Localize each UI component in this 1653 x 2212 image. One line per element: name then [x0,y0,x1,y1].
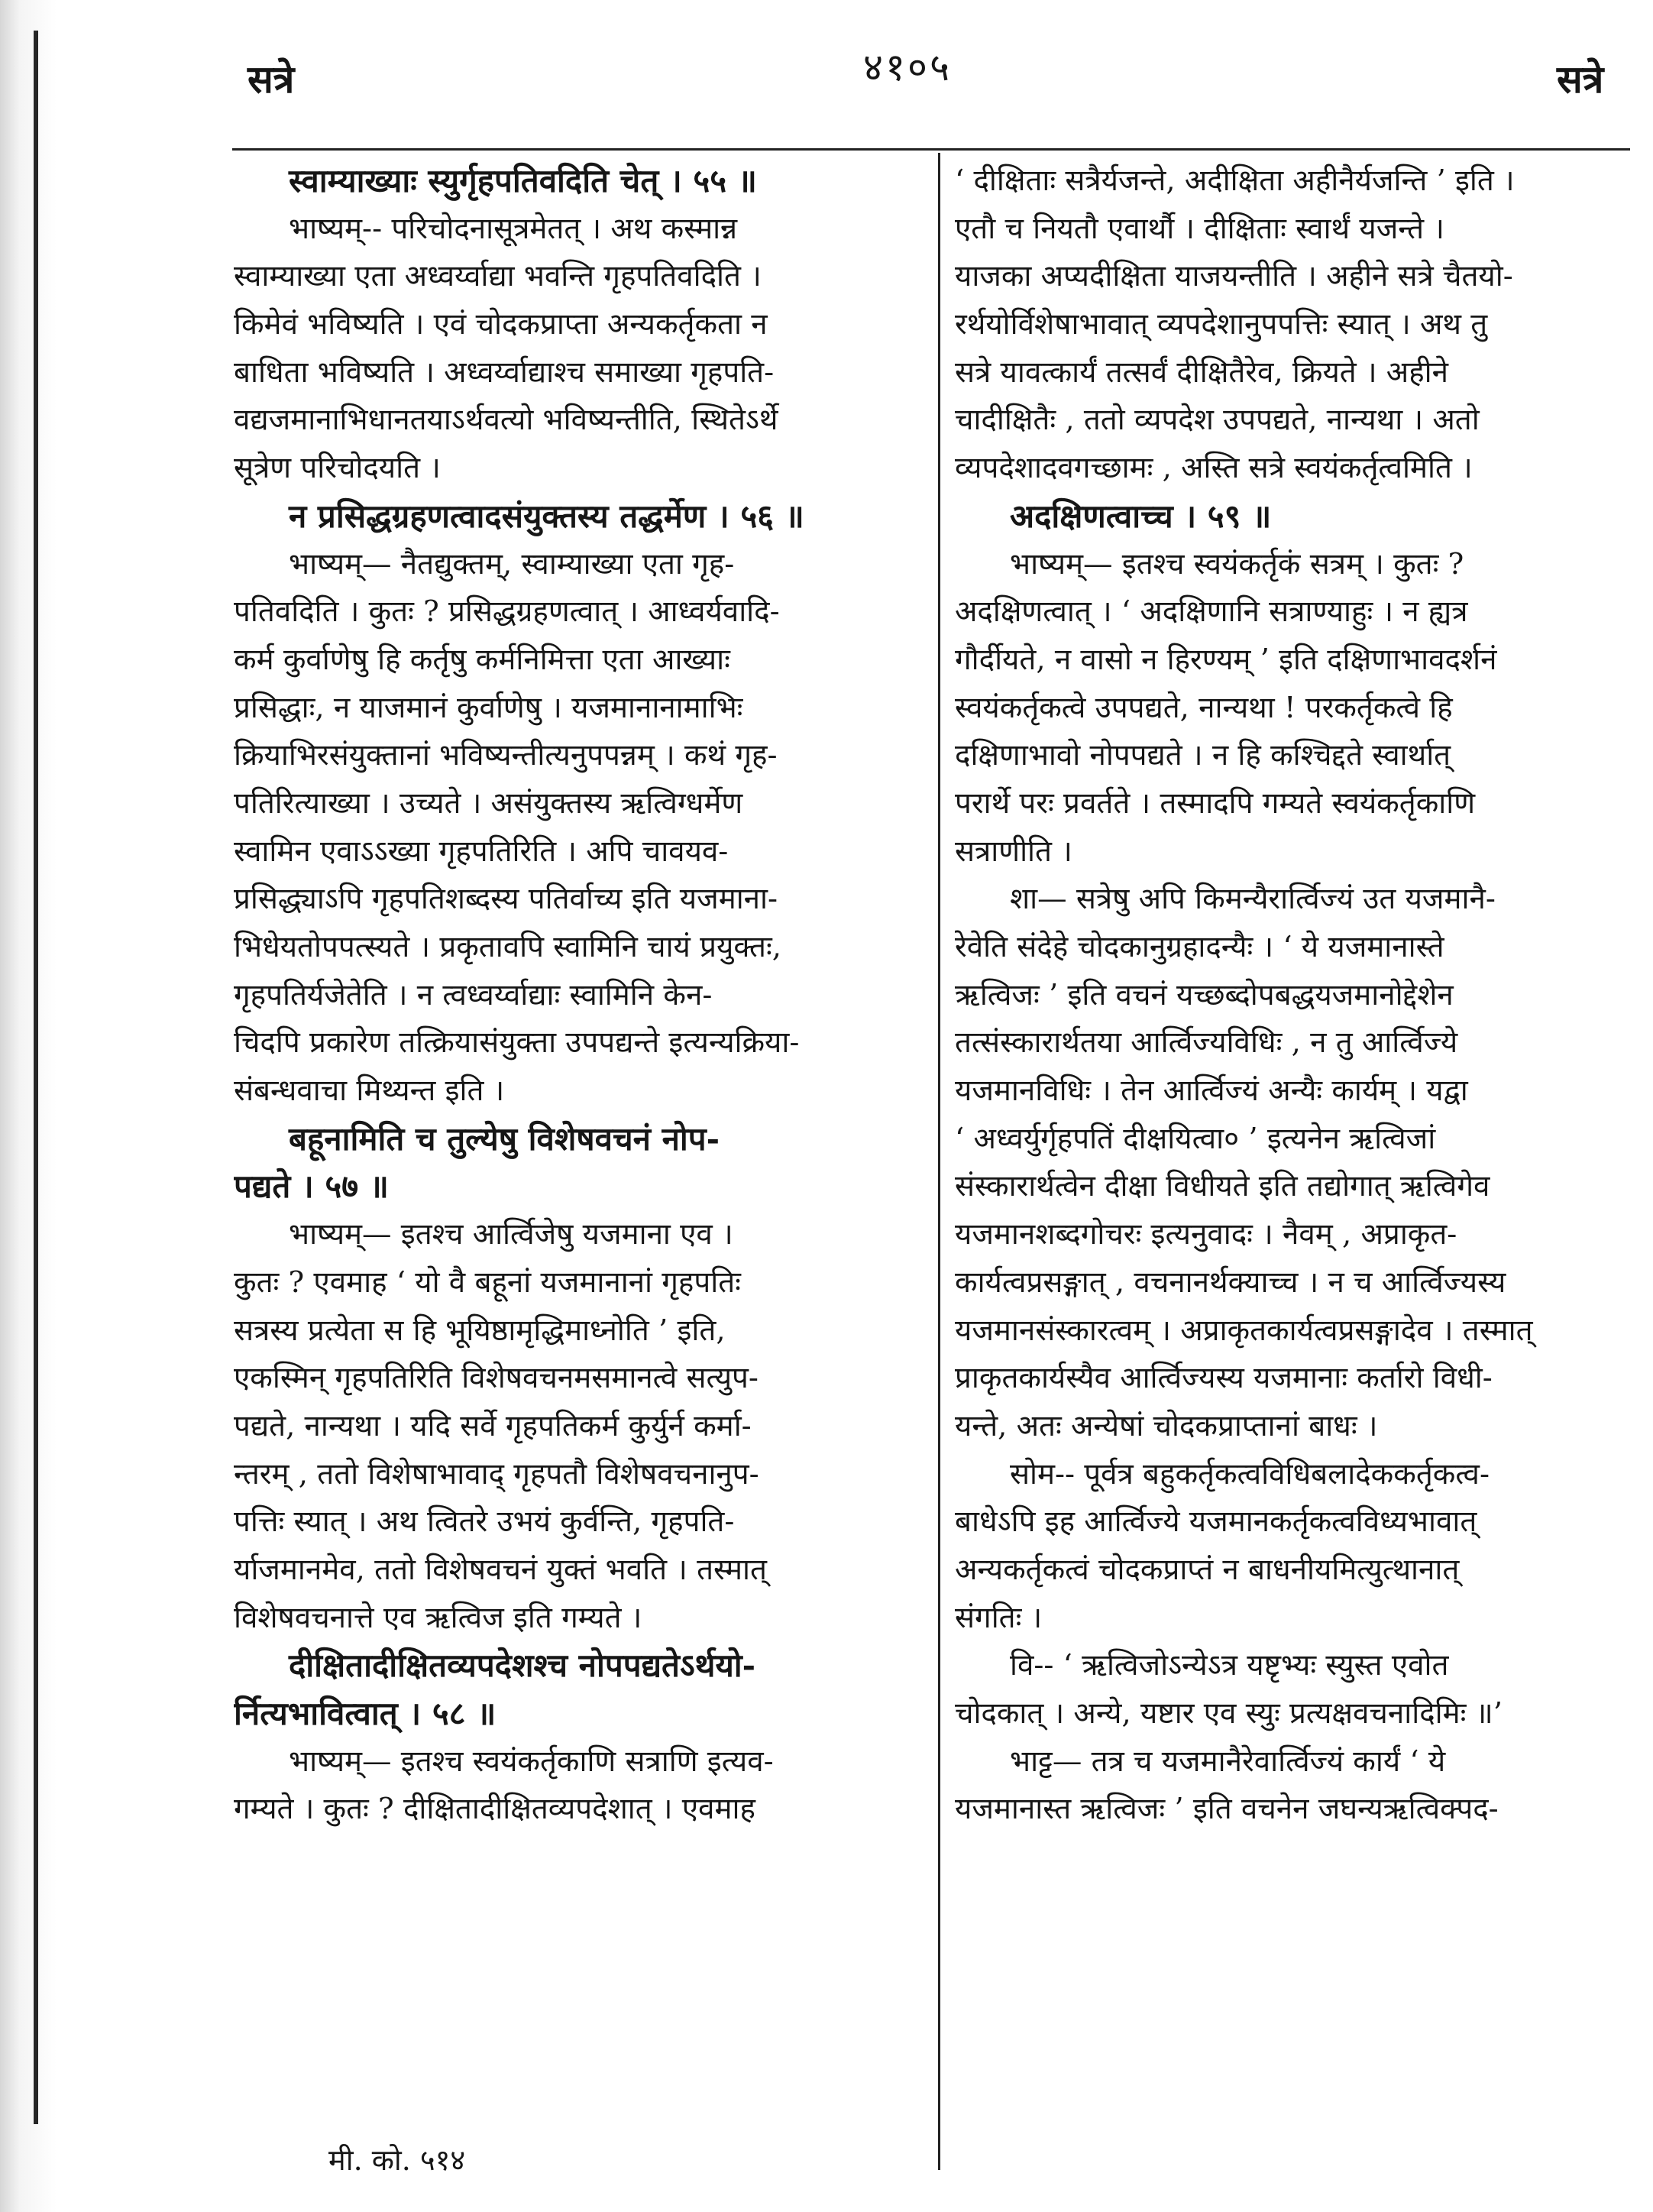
text-line: रर्थयोर्विशेषाभावात् व्यपदेशानुपपत्तिः स्यात् । अथ तु [955,307,1488,342]
left-column [234,157,920,2136]
text-line: न्तरम् , ततो विशेषाभावाद् गृहपतौ विशेषवचनानुप- [234,1456,759,1491]
text-line: वद्यजमानाभिधानतयाऽर्थवत्यो भविष्यन्तीति, स्थितेऽर्थे [234,403,778,438]
text-line: चादीक्षितैः , ततो व्यपदेश उपपद्यते, नान्यथा । अतो [955,403,1480,438]
text-line: र्याजमानमेव, ततो विशेषवचनं युक्तं भवति । तस्मात् [234,1552,767,1587]
text-line: व्यपदेशादवगच्छामः , अस्ति सत्रे स्वयंकर्तृत्वमिति । [955,451,1473,486]
text-line: परार्थे परः प्रवर्तते । तस्मादपि गम्यते स्वयंकर्तृकाणि [955,785,1476,821]
text-line: कुतः ? एवमाह ‘ यो वै बहूनां यजमानानां गृहपतिः [234,1265,741,1300]
text-line: भाष्यम्— इतश्च स्वयंकर्तृकं सत्रम् । कुतः ? [1010,546,1464,581]
right-column [955,157,1641,2136]
text-line: संस्कारार्थत्वेन दीक्षा विधीयते इति तद्योगात् ऋत्विगेव [955,1169,1490,1204]
text-line: स्वयंकर्तृकत्वे उपपद्यते, नान्यथा ! परकर्तृकत्वे हि [955,690,1453,725]
text-line: भिधेयतोपपत्स्यते । प्रकृतावपि स्वामिनि चायं प्रयुक्तः, [234,930,781,964]
text-line: पतिवदिति । कुतः ? प्रसिद्धग्रहणत्वात् । आध्वर्यवादि- [234,594,780,630]
text-line: सत्रे यावत्कार्यं तत्सर्वं दीक्षितैरेव, क्रियते । अहीने [955,355,1448,390]
text-line: यजमानविधिः । तेन आर्त्विज्यं अन्यैः कार्यम् । यद्वा [955,1074,1468,1109]
text-line: ‘ दीक्षिताः सत्रैर्यजन्ते, अदीक्षिता अहीनैर्यजन्ति ’ इति । [955,164,1515,198]
text-line: प्रसिद्ध्याऽपि गृहपतिशब्दस्य पतिर्वाच्य इति यजमाना- [234,882,778,917]
text-line: दक्षिणाभावो नोपपद्यते । न हि कश्चिद्दते स्वार्थात् [955,738,1451,773]
book-binding-edge [0,0,57,2212]
text-line: गम्यते । कुतः ? दीक्षितादीक्षितव्यपदेशात् । एवमाह [234,1792,755,1827]
sutra-line: स्वाम्याख्याः स्युर्गृहपतिवदिति चेत् । ५५ ॥ [289,162,757,199]
text-line: चिदपि प्रकारेण तत्क्रियासंयुक्ता उपपद्यन्ते इत्यन्यक्रिया- [234,1025,800,1061]
text-line: कर्म कुर्वाणेषु हि कर्तृषु कर्मनिमित्ता एता आख्याः [234,642,730,677]
text-line: प्राकृतकार्यस्यैव आर्त्विज्यस्य यजमानाः कर्तारो विधी- [955,1361,1493,1396]
text-line: गृहपतिर्यजेतेति । न त्वध्वर्य्वाद्याः स्वामिनि केन- [234,977,713,1012]
text-line: भाट्ट— तत्र च यजमानैरेवार्त्विज्यं कार्यं ‘ ये [1010,1744,1446,1779]
text-line: भाष्यम्— नैतद्युक्तम्, स्वाम्याख्या एता गृह- [289,546,735,581]
sutra-line: दीक्षितादीक्षितव्यपदेशश्च नोपपद्यतेऽर्थयो- [289,1647,756,1685]
text-line: यजमानास्त ऋत्विजः ’ इति वचनेन जघन्यऋत्विक्पद- [955,1792,1499,1827]
text-line: यन्ते, अतः अन्येषां चोदकप्राप्तानां बाधः । [955,1408,1378,1443]
text-line: बाधिता भविष्यति । अध्वर्य्वाद्याश्च समाख्या गृहपति- [234,355,775,390]
text-line: संबन्धवाचा मिथ्यन्त इति । [234,1074,505,1109]
page-number: ४१०५ [863,45,952,89]
sutra-line: अदक्षिणत्वाच्च । ५९ ॥ [1010,497,1272,535]
text-line: शा— सत्रेषु अपि किमन्यैरार्त्विज्यं उत यजमानै- [1010,882,1496,917]
header-rule [232,148,1630,151]
text-line: चोदकात् । अन्ये, यष्टार एव स्युः प्रत्यक्षवचनादिमिः ॥’ [955,1696,1503,1731]
text-line: क्रियाभिरसंयुक्तानां भविष्यन्तीत्यनुपपन्नम् । कथं गृह- [234,738,778,773]
text-line: ‘ अध्वर्युर्गृहपतिं दीक्षयित्वा० ’ इत्यनेन ऋत्विजां [955,1121,1436,1156]
binding-spine [34,31,38,2124]
sutra-line: न प्रसिद्धग्रहणत्वादसंयुक्तस्य तद्धर्मेण । ५६ ॥ [289,497,804,535]
text-line: भाष्यम्-- परिचोदनासूत्रमेतत् । अथ कस्मान्न [289,211,738,246]
text-line: अदक्षिणत्वात् । ‘ अदक्षिणानि सत्राण्याहुः । न ह्यत्र [955,594,1468,630]
text-line: एकस्मिन् गृहपतिरिति विशेषवचनमसमानत्वे सत्युप- [234,1361,759,1396]
text-line: किमेवं भविष्यति । एवं चोदकप्राप्ता अन्यकर्तृकता न [234,307,768,342]
text-line: याजका अप्यदीक्षिता याजयन्तीति । अहीने सत्रे चैतयो- [955,259,1513,294]
text-line: स्वाम्याख्या एता अध्वर्य्वाद्या भवन्ति गृहपतिवदिति । [234,259,762,294]
text-line: स्वामिन एवाऽऽख्या गृहपतिरिति । अपि चावयव- [234,834,729,869]
sutra-line: पद्यते । ५७ ॥ [234,1168,389,1206]
running-head-right: सत्रे [1557,57,1604,102]
text-line: सूत्रेण परिचोदयति । [234,451,441,486]
sutra-line: र्नित्यभावित्वात् । ५८ ॥ [234,1695,497,1732]
text-line: वि-- ‘ ऋत्विजोऽन्येऽत्र यष्टृभ्यः स्युस्त एवोत [1010,1648,1449,1683]
text-line: सोम-- पूर्वत्र बहुकर्तृकत्वविधिबलादेककर्तृकत्व- [1010,1456,1490,1491]
text-line: रेवेति संदेहे चोदकानुग्रहादन्यैः । ‘ ये यजमानास्ते [955,930,1444,964]
text-line: सत्रस्य प्रत्येता स हि भूयिष्ठामृद्धिमाध्नोति ’ इति, [234,1313,726,1348]
text-line: यजमानशब्दगोचरः इत्यनुवादः । नैवम् , अप्राकृत- [955,1217,1457,1252]
text-line: सत्राणीति । [955,834,1072,869]
text-line: बाधेऽपि इह आर्त्विज्ये यजमानकर्तृकत्वविध्यभावात् [955,1504,1477,1540]
footer-signature: मी. को. ५१४ [328,2143,466,2177]
sutra-line: बहूनामिति च तुल्येषु विशेषवचनं नोप- [289,1119,720,1158]
text-line: तत्संस्कारार्थतया आर्त्विज्यविधिः , न तु आर्त्विज्ये [955,1025,1458,1061]
text-line: पतिरित्याख्या । उच्यते । असंयुक्तस्य ऋत्विग्धर्मेण [234,785,743,821]
text-line: भाष्यम्— इतश्च स्वयंकर्तृकाणि सत्राणि इत्यव- [289,1744,774,1779]
running-head-left: सत्रे [247,57,295,102]
text-line: संगतिः । [955,1600,1043,1635]
column-divider [938,153,940,2170]
text-line: पत्तिः स्यात् । अथ त्वितरे उभयं कुर्वन्ति, गृहपति- [234,1504,735,1540]
text-line: यजमानसंस्कारत्वम् । अप्राकृतकार्यत्वप्रसङ्गादेव । तस्मात् [955,1313,1533,1348]
text-line: पद्यते, नान्यथा । यदि सर्वे गृहपतिकर्म कुर्युर्न कर्मा- [234,1408,752,1443]
text-line: प्रसिद्धाः, न याजमानं कुर्वाणेषु । यजमानानामाभिः [234,690,743,725]
text-line: अन्यकर्तृकत्वं चोदकप्राप्तं न बाधनीयमित्युत्थानात् [955,1552,1460,1587]
text-line: एतौ च नियतौ एवार्थौ । दीक्षिताः स्वार्थं यजन्ते । [955,211,1444,246]
text-line: भाष्यम्— इतश्च आर्त्विजेषु यजमाना एव । [289,1217,733,1252]
text-line: गौर्दीयते, न वासो न हिरण्यम् ’ इति दक्षिणाभावदर्शनं [955,642,1497,677]
text-line: विशेषवचनात्ते एव ऋत्विज इति गम्यते । [234,1600,642,1635]
text-line: ऋत्विजः ’ इति वचनं यच्छब्दोपबद्धयजमानोद्देशेन [955,977,1454,1012]
text-line: कार्यत्वप्रसङ्गात् , वचनानर्थक्याच्च । न च आर्त्विज्यस्य [955,1265,1506,1300]
